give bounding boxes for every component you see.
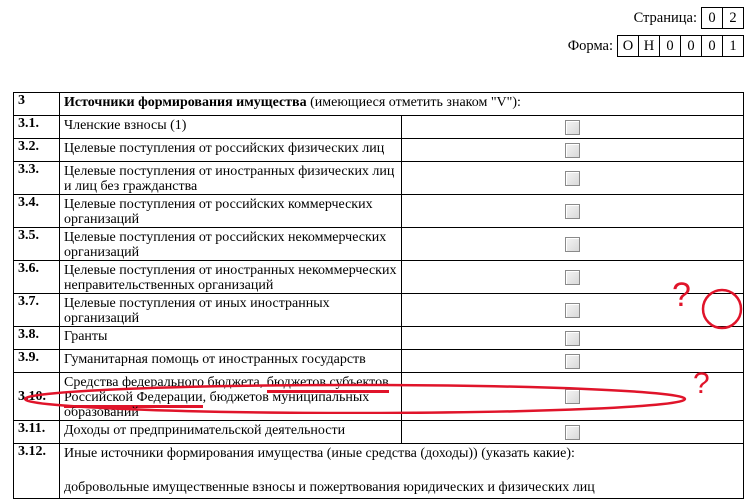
row-number: 3.3. xyxy=(14,162,60,195)
row-text: Гранты xyxy=(60,327,402,350)
checkbox[interactable] xyxy=(565,143,580,158)
table-row xyxy=(14,327,744,350)
property-sources-table xyxy=(13,92,744,499)
page-number-row xyxy=(634,7,744,29)
row-text-part: Средства федерального бюджета, xyxy=(64,375,267,390)
checkbox[interactable] xyxy=(565,237,580,252)
table-row-highlighted xyxy=(14,373,744,421)
row-text: Целевые поступления от российских коммерческих организаций xyxy=(60,195,402,228)
table-row xyxy=(14,421,744,444)
row-number: 3.8. xyxy=(14,327,60,350)
underlined-text: бюджетов субъектов Российской Федерации xyxy=(64,375,389,408)
row-number: 3.12. xyxy=(14,444,60,499)
row-number: 3.1. xyxy=(14,116,60,139)
form-char: 0 xyxy=(660,36,681,56)
checkbox[interactable] xyxy=(565,331,580,346)
row-number: 3.10. xyxy=(14,373,60,421)
form-char: 1 xyxy=(729,38,737,54)
row-number: 3.6. xyxy=(14,261,60,294)
question-mark-annotation: ? xyxy=(693,367,710,400)
row-number: 3.9. xyxy=(14,350,60,373)
table-row xyxy=(14,162,744,195)
row-number: 3.5. xyxy=(14,228,60,261)
row-text: Гуманитарная помощь от иностранных государств xyxy=(60,350,402,373)
section-header-row xyxy=(14,93,744,116)
row-text: Целевые поступления от иностранных некоммерческих неправительственных организаций xyxy=(60,261,402,294)
checkbox[interactable] xyxy=(565,425,580,440)
table-row xyxy=(14,294,744,327)
row-text: Членские взносы (1) xyxy=(60,116,402,139)
page-digit: 2 xyxy=(729,10,737,26)
form-label: Форма: xyxy=(567,37,613,54)
section-title-note: (имеющиеся отметить знаком "V"): xyxy=(306,95,521,110)
form-char: О xyxy=(618,36,639,56)
section-title: Источники формирования имущества xyxy=(64,95,307,110)
answer-text[interactable]: добровольные имущественные взносы и пожертвования юридических и физических лиц xyxy=(64,480,595,495)
table-row xyxy=(14,195,744,228)
table-row xyxy=(14,116,744,139)
row-number: 3.7. xyxy=(14,294,60,327)
form-char: 0 xyxy=(681,36,702,56)
row-text-cell xyxy=(60,444,744,499)
form-code-row xyxy=(568,35,744,57)
row-number: 3.4. xyxy=(14,195,60,228)
row-text: Целевые поступления от иностранных физических лиц и лиц без гражданства xyxy=(60,162,402,195)
form-char: Н xyxy=(639,36,660,56)
row-text: Целевые поступления от иных иностранных организаций xyxy=(60,294,402,327)
form-code-cells xyxy=(617,35,744,57)
row-text: Целевые поступления от российских физических лиц xyxy=(60,139,402,162)
table-row xyxy=(14,350,744,373)
table-row xyxy=(14,139,744,162)
checkbox[interactable] xyxy=(565,354,580,369)
table-row xyxy=(14,228,744,261)
question-mark-annotation: ? xyxy=(672,276,691,314)
form-char: 0 xyxy=(702,36,723,56)
section-number: 3 xyxy=(14,93,60,116)
checkbox[interactable] xyxy=(565,204,580,219)
page-number-cells xyxy=(701,7,744,29)
section-title-cell xyxy=(60,93,744,116)
checkbox[interactable] xyxy=(565,270,580,285)
checkbox-circled[interactable] xyxy=(565,389,580,404)
row-text-part: , бюджетов муниципальных образований xyxy=(64,390,370,420)
row-text xyxy=(60,373,402,421)
row-number: 3.11. xyxy=(14,421,60,444)
row-text: Целевые поступления от российских некоммерческих организаций xyxy=(60,228,402,261)
checkbox[interactable] xyxy=(565,171,580,186)
checkbox[interactable] xyxy=(565,303,580,318)
page-digit: 0 xyxy=(702,8,723,28)
table-row-other-sources xyxy=(14,444,744,499)
page-label: Страница: xyxy=(633,9,697,26)
row-text: Доходы от предпринимательской деятельности xyxy=(60,421,402,444)
checkbox[interactable] xyxy=(565,120,580,135)
row-text: Иные источники формирования имущества (иные средства (доходы)) (указать какие): xyxy=(64,446,575,461)
table-row xyxy=(14,261,744,294)
row-number: 3.2. xyxy=(14,139,60,162)
